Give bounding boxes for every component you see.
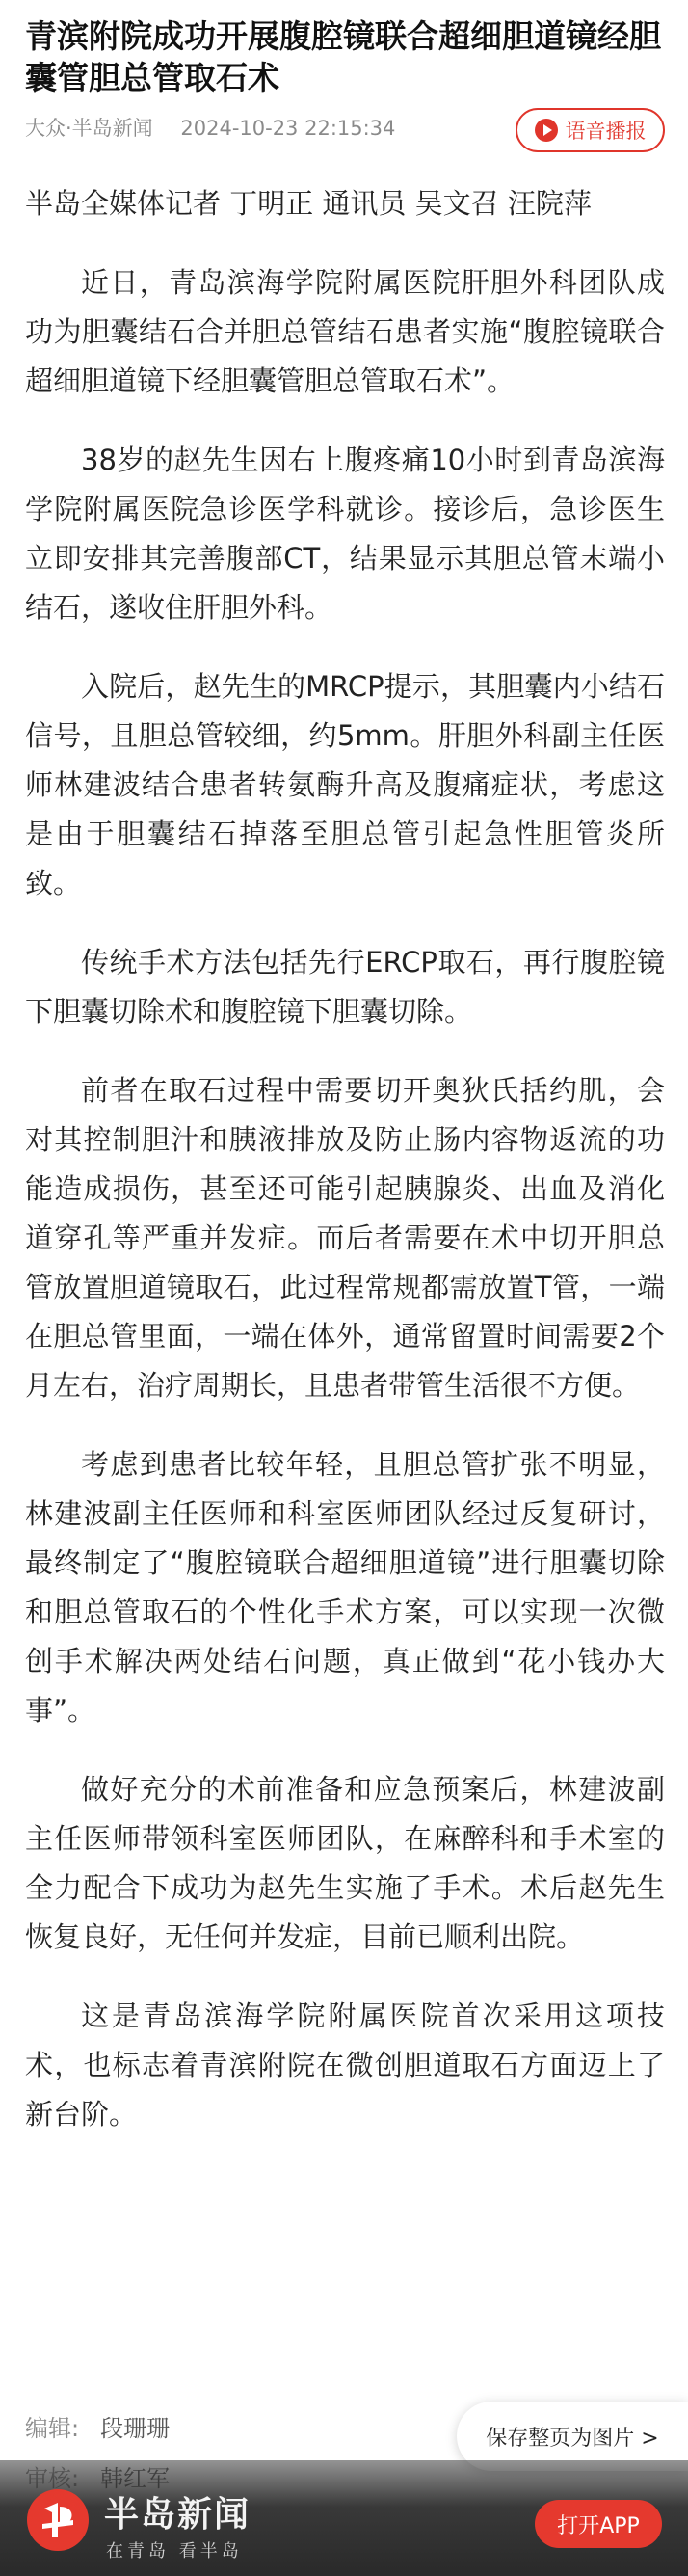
byline: 半岛全媒体记者 丁明正 通讯员 吴文召 汪院萍 <box>25 187 592 220</box>
brand-slogan: 在青岛 看半岛 <box>106 2541 243 2562</box>
article-body <box>25 179 665 2169</box>
logo-glyph-icon <box>37 2499 79 2541</box>
paragraph: 考虑到患者比较年轻，且胆总管扩张不明显，林建波副主任医师和科室医师团队经过反复研讨，最终制定了“腹腔镜联合超细胆道镜”进行胆囊切除和胆总管取石的个性化手术方案，可以实现一次微创手术解决两处结石问题，真正做到“花小钱办大事”。 <box>25 1448 665 1727</box>
editor-label: 编辑: <box>25 2415 80 2442</box>
app-download-banner[interactable] <box>0 2460 688 2576</box>
editor-name: 段珊珊 <box>100 2415 171 2442</box>
brand-name: 半岛新闻 <box>104 2495 251 2535</box>
paragraph: 近日，青岛滨海学院附属医院肝胆外科团队成功为胆囊结石合并胆总管结石患者实施“腹腔镜联合超细胆道镜下经胆囊管胆总管取石术”。 <box>25 266 665 397</box>
paragraph: 前者在取石过程中需要切开奥狄氏括约肌，会对其控制胆汁和胰液排放及防止肠内容物返流的功能造成损伤，甚至还可能引起胰腺炎、出血及消化道穿孔等严重并发症。而后者需要在术中切开胆总管放置胆道镜取石，此过程常规都需放置T管，一端在胆总管里面，一端在体外，通常留置时间需要2个月左右，治疗周期长，且患者带管生活很不方便。 <box>25 1074 665 1402</box>
open-app-button[interactable]: 打开APP <box>535 2500 662 2548</box>
paragraph: 入院后，赵先生的MRCP提示，其胆囊内小结石信号，且胆总管较细，约5mm。肝胆外科副主任医师林建波结合患者转氨酶升高及腹痛症状，考虑这是由于胆囊结石掉落至胆总管引起急性胆管炎所致。 <box>25 670 665 899</box>
article-source: 大众·半岛新闻 <box>25 117 153 140</box>
tts-label: 语音播报 <box>565 120 647 143</box>
paragraph: 38岁的赵先生因右上腹疼痛10小时到青岛滨海学院附属医院急诊医学科就诊。接诊后，急诊医生立即安排其完善腹部CT，结果显示其胆总管末端小结石，遂收住肝胆外科。 <box>25 443 665 624</box>
article-timestamp: 2024-10-23 22:15:34 <box>180 117 396 140</box>
tts-button[interactable] <box>516 108 665 152</box>
article-title: 青滨附院成功开展腹腔镜联合超细胆道镜经胆囊管胆总管取石术 <box>25 17 661 96</box>
paragraph: 这是青岛滨海学院附属医院首次采用这项技术，也标志着青滨附院在微创胆道取石方面迈上了新台阶。 <box>25 1999 665 2131</box>
save-page-label: 保存整页为图片 > <box>486 2426 659 2451</box>
paragraph: 做好充分的术前准备和应急预案后，林建波副主任医师带领科室医师团队，在麻醉科和手术室的全力配合下成功为赵先生实施了手术。术后赵先生恢复良好，无任何并发症，目前已顺利出院。 <box>25 1773 665 1953</box>
article-meta <box>25 113 395 142</box>
paragraph: 传统手术方法包括先行ERCP取石，再行腹腔镜下胆囊切除术和腹腔镜下胆囊切除。 <box>25 946 665 1028</box>
editor-row <box>25 2403 170 2454</box>
app-logo-icon <box>27 2489 89 2551</box>
play-icon <box>535 119 558 142</box>
